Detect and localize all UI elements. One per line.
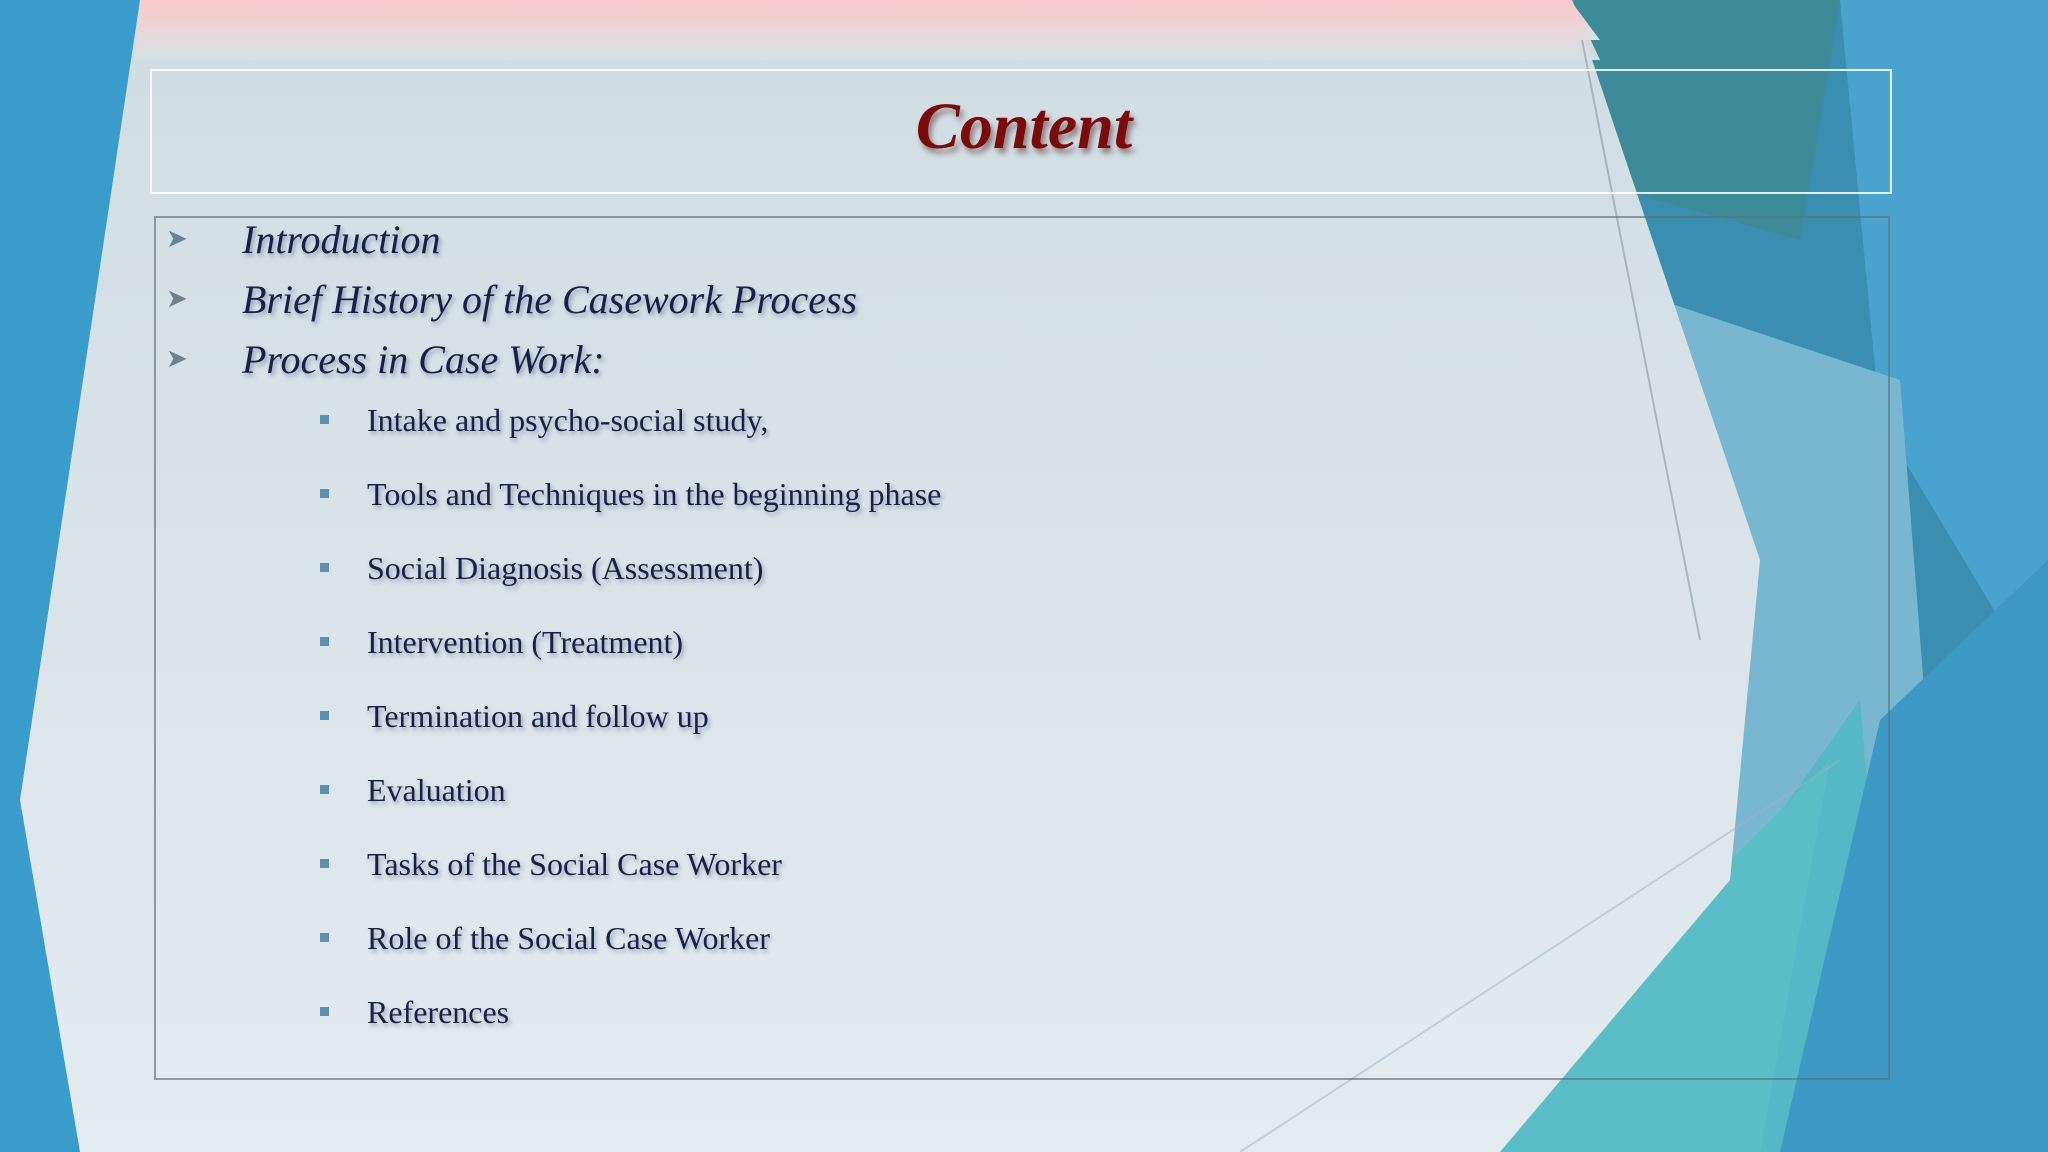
subitem-role [320, 922, 770, 954]
subitem-intake [320, 404, 768, 436]
subitem-text: Termination and follow up [367, 698, 709, 734]
square-bullet-icon [320, 859, 329, 868]
subitem-tools [320, 478, 941, 510]
bullet-text: Brief History of the Casework Process [242, 277, 858, 322]
square-bullet-icon [320, 933, 329, 942]
bullet-item-introduction [166, 217, 441, 262]
subitem-text: Role of the Social Case Worker [367, 920, 770, 956]
subitem-text: Tools and Techniques in the beginning phase [367, 476, 942, 512]
subitem-text: Tasks of the Social Case Worker [367, 846, 782, 882]
slide-title: Content [915, 90, 1133, 163]
subitem-tasks [320, 848, 782, 880]
subitem-text: Evaluation [367, 772, 506, 808]
square-bullet-icon [320, 637, 329, 646]
subitem-text: Social Diagnosis (Assessment) [367, 550, 764, 586]
arrow-bullet-icon: ➤ [166, 224, 188, 253]
subitem-text: Intake and psycho-social study, [367, 402, 769, 438]
square-bullet-icon [320, 711, 329, 720]
subitem-diagnosis [320, 552, 763, 584]
square-bullet-icon [320, 415, 329, 424]
bullet-item-brief-history [166, 277, 858, 322]
subitem-references [320, 996, 509, 1028]
bullet-text: Process in Case Work: [242, 337, 605, 382]
subitem-termination [320, 700, 709, 732]
square-bullet-icon [320, 563, 329, 572]
square-bullet-icon [320, 489, 329, 498]
subitem-text: References [367, 994, 510, 1030]
arrow-bullet-icon: ➤ [166, 344, 188, 373]
square-bullet-icon [320, 1007, 329, 1016]
subitem-text: Intervention (Treatment) [367, 624, 684, 660]
bullet-item-process [166, 337, 605, 382]
subitem-intervention [320, 626, 683, 658]
arrow-bullet-icon: ➤ [166, 284, 188, 313]
square-bullet-icon [320, 785, 329, 794]
subitem-evaluation [320, 774, 506, 806]
bullet-text: Introduction [242, 217, 441, 262]
